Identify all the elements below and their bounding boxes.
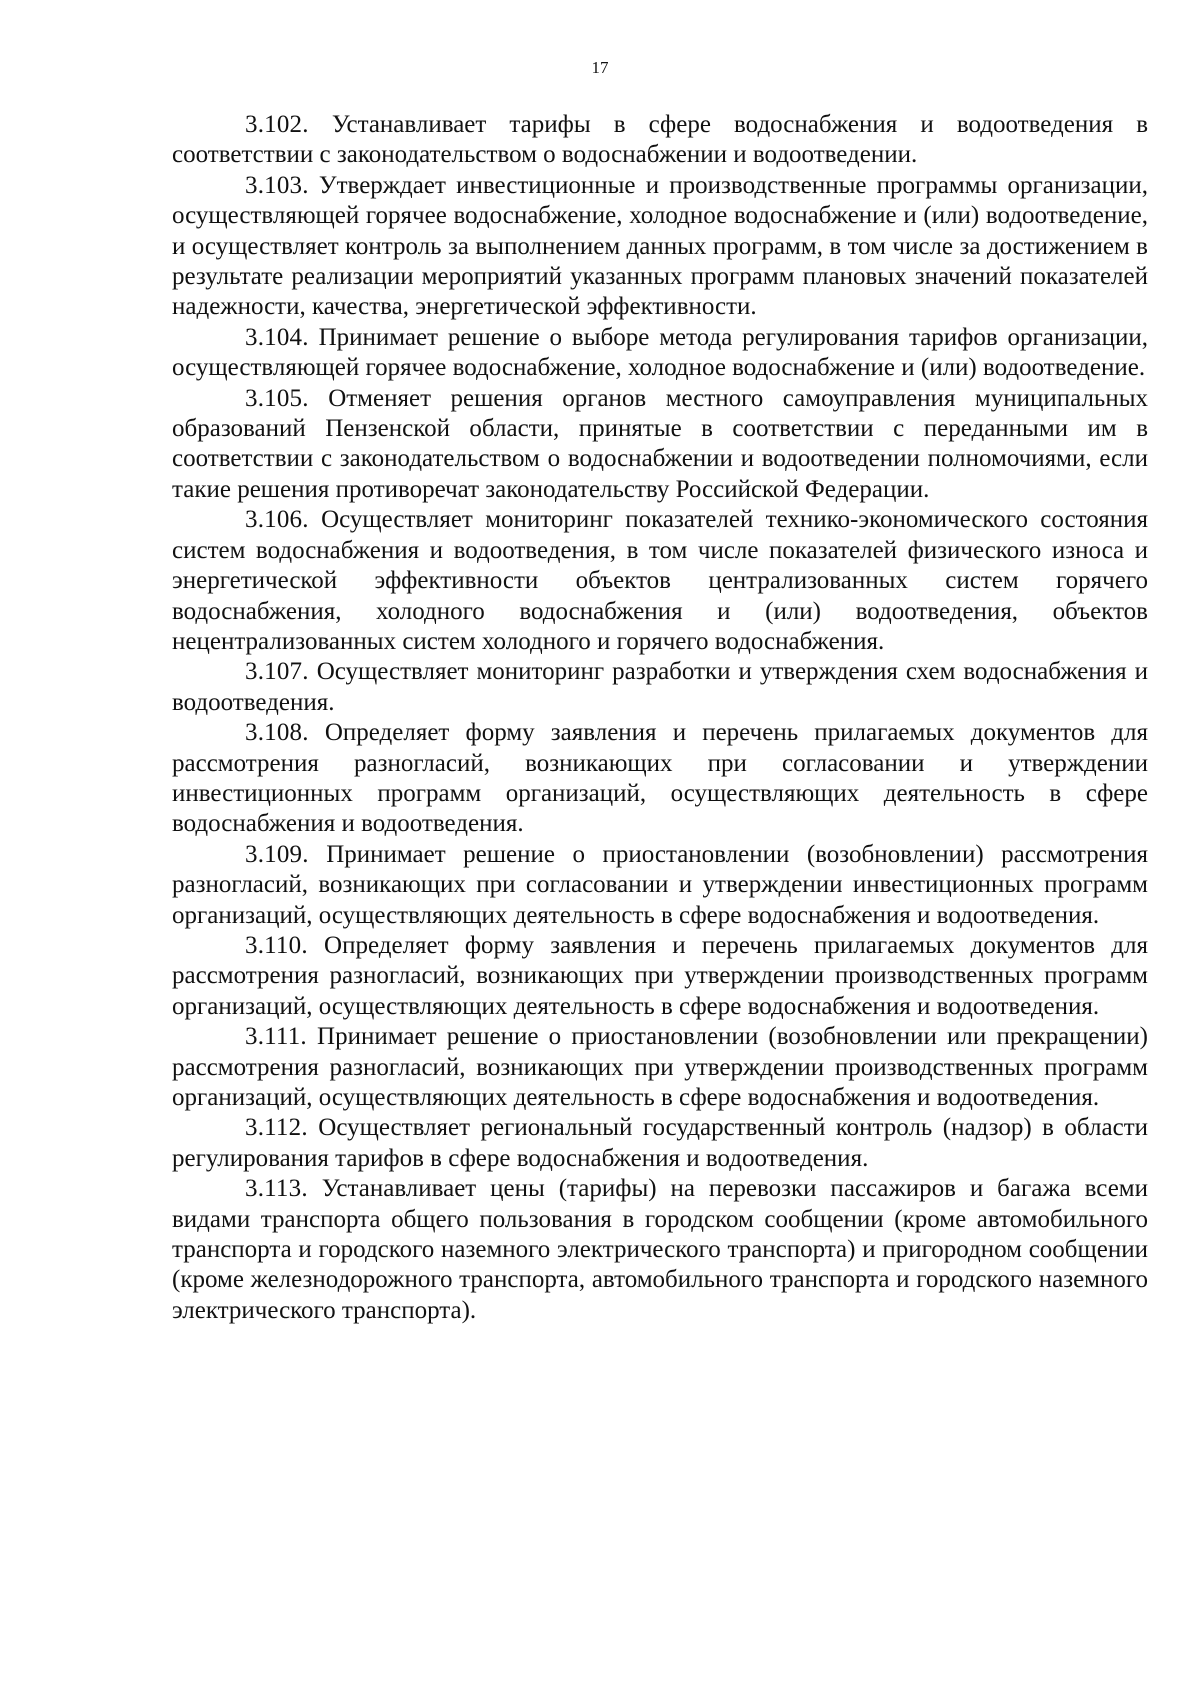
paragraph-text: Осуществляет региональный государственный контроль (надзор) в области регулирования тарифов в сфере водоснабжения и водоотведения.: [172, 1114, 1148, 1172]
paragraph-number: 3.109.: [245, 840, 309, 868]
paragraph-number: 3.107.: [245, 658, 309, 686]
document-body: [172, 110, 1148, 1326]
paragraph-text: Определяет форму заявления и перечень прилагаемых документов для рассмотрения разногласий, возникающих при утверждении производственных программ организаций, осуществляющих деятельность в сфере водоснабжения и водоотведения.: [172, 931, 1149, 1020]
paragraph-3-104: [172, 323, 1148, 384]
paragraph-number: 3.112.: [245, 1114, 308, 1142]
paragraph-3-103: [172, 171, 1148, 323]
paragraph-3-110: [172, 931, 1148, 1022]
paragraph-text: Принимает решение о приостановлении (возобновлении) рассмотрения разногласий, возникающих при согласовании и утверждении инвестиционных программ организаций, осуществляющих деятельность в сфере водоснабжения и водоотведения.: [172, 840, 1149, 929]
paragraph-3-107: [172, 657, 1148, 718]
paragraph-number: 3.104.: [245, 323, 309, 351]
page-number: 17: [591, 58, 609, 77]
paragraph-3-112: [172, 1113, 1148, 1174]
paragraph-text: Определяет форму заявления и перечень прилагаемых документов для рассмотрения разногласий, возникающих при согласовании и утверждении инвестиционных программ организаций, осуществляющих деятельность в сфере водоснабжения и водоотведения.: [172, 719, 1148, 838]
paragraph-3-109: [172, 840, 1148, 931]
paragraph-number: 3.111.: [245, 1023, 307, 1051]
paragraph-text: Принимает решение о приостановлении (возобновлении или прекращении) рассмотрения разногласий, возникающих при утверждении производственных программ организаций, осуществляющих деятельность в сфере водоснабжения и водоотведения.: [172, 1023, 1148, 1111]
paragraph-3-102: [172, 110, 1148, 171]
paragraph-text: Устанавливает тарифы в сфере водоснабжения и водоотведения в соответствии с законодательством о водоснабжении и водоотведении.: [172, 111, 1148, 169]
paragraph-number: 3.113.: [245, 1175, 308, 1203]
paragraph-text: Осуществляет мониторинг показателей технико-экономического состояния систем водоснабжения и водоотведения, в том числе показателей физического износа и энергетической эффективности объектов централизованных систем горячего водоснабжения, холодного водоснабжения и (или) водоотведения, объектов нецентрализованных систем холодного и горячего водоснабжения.: [172, 506, 1148, 655]
paragraph-number: 3.105.: [245, 384, 309, 412]
paragraph-text: Утверждает инвестиционные и производственные программы организации, осуществляющей горячее водоснабжение, холодное водоснабжение и (или) водоотведение, и осуществляет контроль за выполнением данных программ, в том числе за достижением в результате реализации мероприятий указанных программ плановых значений показателей надежности, качества, энергетической эффективности.: [172, 171, 1149, 321]
paragraph-3-106: [172, 505, 1148, 657]
paragraph-number: 3.110.: [245, 931, 308, 959]
paragraph-number: 3.103.: [245, 171, 309, 199]
paragraph-text: Устанавливает цены (тарифы) на перевозки пассажиров и багажа всеми видами транспорта общего пользования в городском сообщении (кроме автомобильного транспорта и городского наземного электрического транспорта) и пригородном сообщении (кроме железнодорожного транспорта, автомобильного транспорта и городского наземного электрического транспорта).: [172, 1175, 1149, 1324]
paragraph-number: 3.106.: [245, 506, 309, 534]
paragraph-number: 3.102.: [245, 111, 309, 138]
paragraph-3-111: [172, 1022, 1148, 1113]
paragraph-number: 3.108.: [245, 719, 309, 747]
paragraph-text: Осуществляет мониторинг разработки и утверждения схем водоснабжения и водоотведения.: [172, 658, 1148, 716]
paragraph-3-108: [172, 718, 1148, 840]
paragraph-3-113: [172, 1174, 1148, 1326]
paragraph-text: Принимает решение о выборе метода регулирования тарифов организации, осуществляющей горячее водоснабжение, холодное водоснабжение и (или) водоотведение.: [172, 323, 1149, 382]
paragraph-text: Отменяет решения органов местного самоуправления муниципальных образований Пензенской области, принятые в соответствии с переданными им в соответствии с законодательством о водоснабжении и водоотведении полномочиями, если такие решения противоречат законодательству Российской Федерации.: [172, 384, 1149, 503]
paragraph-3-105: [172, 384, 1148, 506]
